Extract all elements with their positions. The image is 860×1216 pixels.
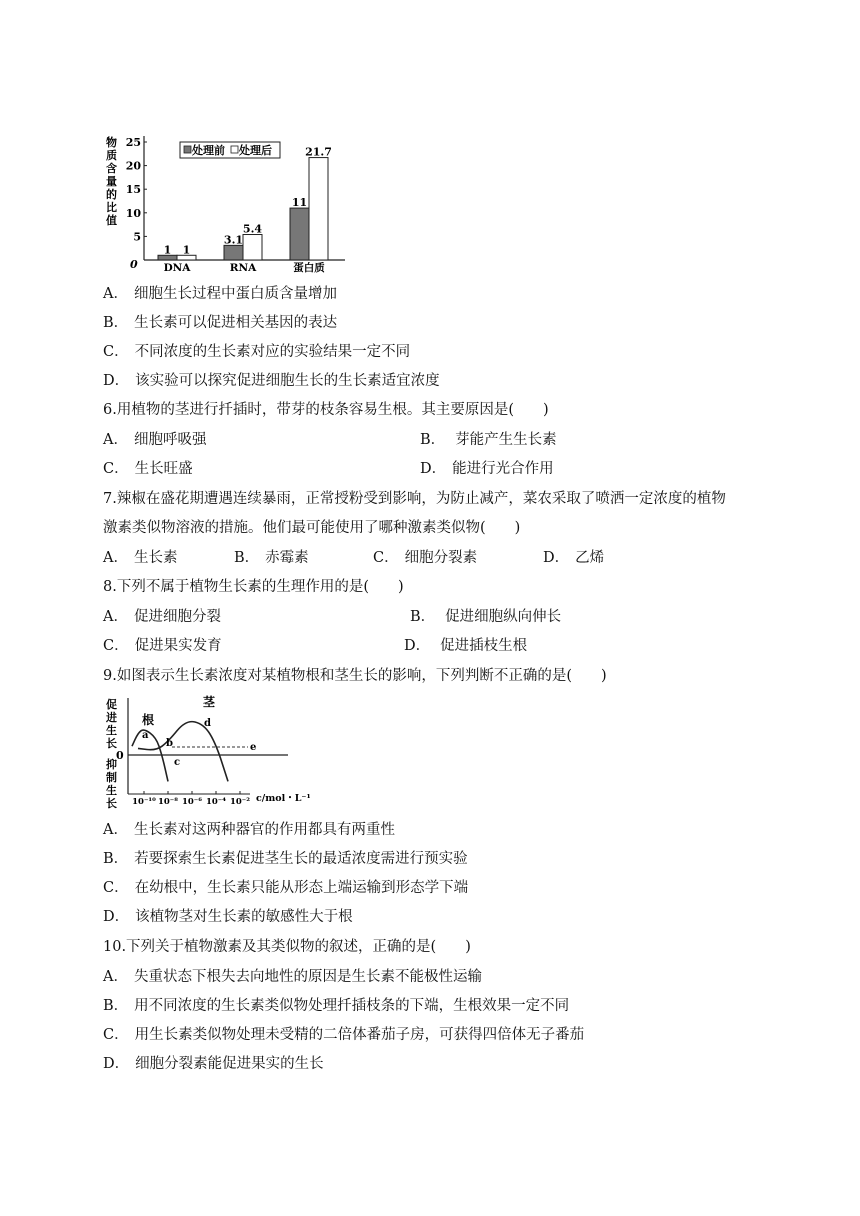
point-label-b: b <box>166 738 173 749</box>
option-letter: B． <box>103 998 129 1014</box>
option-letter: B． <box>410 609 436 625</box>
option-letter: D． <box>543 550 570 566</box>
bar <box>290 208 309 260</box>
option-letter: C． <box>103 344 129 360</box>
option-letter: D． <box>420 461 447 477</box>
q10-stem: 10.下列关于植物激素及其类似物的叙述，正确的是( ) <box>103 939 471 955</box>
q8-option-d <box>404 636 527 656</box>
option-letter: B． <box>103 851 129 867</box>
option-text: 不同浓度的生长素对应的实验结果一定不同 <box>134 344 411 360</box>
option-text: 生长素对这两种器官的作用都具有两重性 <box>133 822 395 838</box>
option-letter: A． <box>103 609 128 625</box>
option-text: 细胞分裂素 <box>404 550 478 566</box>
option-letter: B． <box>234 550 260 566</box>
y-tick-label: 5 <box>133 230 141 244</box>
y-tick-label: 10 <box>125 206 141 220</box>
option-text: 细胞生长过程中蛋白质含量增加 <box>133 286 337 302</box>
x-tick-label: 10⁻² <box>229 797 251 807</box>
bar-chart-ylabel: 物质含量的比值 <box>106 136 117 227</box>
line-chart-ylabel-bottom: 抑制生长 <box>106 758 117 810</box>
option-text: 失重状态下根失去向地性的原因是生长素不能极性运输 <box>133 969 482 985</box>
option-text: 该植物茎对生长素的敏感性大于根 <box>135 909 353 925</box>
x-tick-label: 10⁻⁴ <box>205 797 227 807</box>
line-chart <box>100 694 315 814</box>
option-letter: A． <box>103 286 128 302</box>
q10-option-b <box>103 996 569 1016</box>
option-text: 细胞分裂素能促进果实的生长 <box>135 1056 324 1072</box>
option-text: 该实验可以探究促进细胞生长的生长素适宜浓度 <box>135 373 440 389</box>
option-text: 促进细胞分裂 <box>133 609 221 625</box>
legend-label-before: 处理前 <box>192 144 225 157</box>
q6-stem: 6.用植物的茎进行扦插时，带芽的枝条容易生根。其主要原因是( ) <box>103 402 549 418</box>
x-category-label: RNA <box>229 262 257 274</box>
q10-option-d <box>103 1054 324 1074</box>
option-letter: A． <box>103 550 128 566</box>
option-text: 促进果实发育 <box>134 638 222 654</box>
option-text: 芽能产生生长素 <box>455 432 557 448</box>
option-letter: C． <box>103 461 129 477</box>
q7-option-c <box>373 548 477 568</box>
x-tick-label: 10⁻⁸ <box>157 797 179 807</box>
q5-option-a <box>103 284 337 304</box>
x-tick-label: 10⁻⁶ <box>181 797 203 807</box>
q8-stem: 8.下列不属于植物生长素的生理作用的是( ) <box>103 579 404 595</box>
bar-value-label: 11 <box>291 196 308 210</box>
option-text: 能进行光合作用 <box>452 461 554 477</box>
option-letter: C． <box>103 880 129 896</box>
option-text: 生长素可以促进相关基因的表达 <box>134 315 338 331</box>
option-text: 促进插枝生根 <box>440 638 528 654</box>
y-tick-label: 25 <box>125 136 141 149</box>
option-text: 生长旺盛 <box>134 461 193 477</box>
option-letter: A． <box>103 969 128 985</box>
q7-stem-line1: 7.辣椒在盛花期遭遇连续暴雨，正常授粉受到影响，为防止减产，菜农采取了喷洒一定浓度的植物 <box>103 491 726 507</box>
point-label-a: a <box>142 730 149 741</box>
q6-option-b <box>420 430 557 450</box>
option-letter: D． <box>103 373 130 389</box>
line-chart-xlabel: c/mol・L⁻¹ <box>256 793 311 804</box>
option-text: 促进细胞纵向伸长 <box>445 609 562 625</box>
q10-option-c <box>103 1025 584 1045</box>
option-letter: B． <box>420 432 446 448</box>
option-text: 乙烯 <box>575 550 605 566</box>
y-tick-label: 0 <box>130 258 138 271</box>
bar-chart-legend <box>180 142 280 158</box>
q7-option-a <box>103 548 177 568</box>
line-chart-zero-label: 0 <box>116 749 124 762</box>
bar-value-label: 3.1 <box>223 233 244 247</box>
q6-option-a <box>103 430 206 450</box>
option-letter: D． <box>404 638 431 654</box>
bar-value-label: 21.7 <box>305 145 332 159</box>
x-category-label: DNA <box>163 262 191 274</box>
option-text: 在幼根中，生长素只能从形态上端运输到形态学下端 <box>134 880 469 896</box>
bar-value-label: 1 <box>163 243 172 257</box>
option-letter: A． <box>103 432 128 448</box>
series-label-root: 根 <box>142 713 155 727</box>
x-tick-label: 10⁻¹⁰ <box>132 797 156 807</box>
bar-value-label: 5.4 <box>242 222 263 236</box>
y-tick-label: 15 <box>125 183 141 197</box>
option-letter: B． <box>103 315 129 331</box>
q9-option-d <box>103 907 353 927</box>
x-category-label: 蛋白质 <box>293 262 325 274</box>
q8-option-b <box>410 607 561 627</box>
q10-option-a <box>103 967 482 987</box>
legend-label-after: 处理后 <box>239 144 272 157</box>
bar-value-label: 1 <box>182 243 191 257</box>
q7-option-b <box>234 548 309 568</box>
q9-option-a <box>103 820 395 840</box>
legend-swatch-after <box>231 146 238 153</box>
series-label-stem: 茎 <box>203 695 216 709</box>
y-tick-label: 20 <box>125 159 141 173</box>
option-letter: C． <box>103 638 129 654</box>
point-label-d: d <box>204 718 211 729</box>
option-text: 用不同浓度的生长素类似物处理扦插枝条的下端，生根效果一定不同 <box>134 998 570 1014</box>
option-letter: C． <box>373 550 399 566</box>
q5-option-c <box>103 342 410 362</box>
q7-stem-line2: 激素类似物溶液的措施。他们最可能使用了哪种激素类似物( ) <box>103 520 521 536</box>
bar <box>224 245 243 260</box>
q7-option-d <box>543 548 604 568</box>
legend-swatch-before <box>184 146 191 153</box>
bar <box>309 158 328 260</box>
option-text: 生长素 <box>133 550 178 566</box>
option-letter: A． <box>103 822 128 838</box>
q8-option-a <box>103 607 221 627</box>
option-letter: D． <box>103 909 130 925</box>
q6-option-d <box>420 459 554 479</box>
option-text: 用生长素类似物处理未受精的二倍体番茄子房，可获得四倍体无子番茄 <box>134 1027 585 1043</box>
q9-option-c <box>103 878 468 898</box>
option-text: 细胞呼吸强 <box>133 432 207 448</box>
bar-chart <box>100 130 350 275</box>
option-letter: D． <box>103 1056 130 1072</box>
q9-option-b <box>103 849 468 869</box>
q5-option-b <box>103 313 337 333</box>
option-letter: C． <box>103 1027 129 1043</box>
point-label-c: c <box>174 757 181 768</box>
stem-curve <box>138 722 228 782</box>
line-chart-ylabel-top: 促进生长 <box>106 698 117 750</box>
q8-option-c <box>103 636 222 656</box>
q6-option-c <box>103 459 193 479</box>
option-text: 若要探索生长素促进茎生长的最适浓度需进行预实验 <box>134 851 468 867</box>
root-curve <box>132 730 168 781</box>
q9-stem: 9.如图表示生长素浓度对某植物根和茎生长的影响，下列判断不正确的是( ) <box>103 668 607 684</box>
point-label-e: e <box>250 742 257 753</box>
bar <box>243 235 262 260</box>
q5-option-d <box>103 371 440 391</box>
option-text: 赤霉素 <box>265 550 309 566</box>
